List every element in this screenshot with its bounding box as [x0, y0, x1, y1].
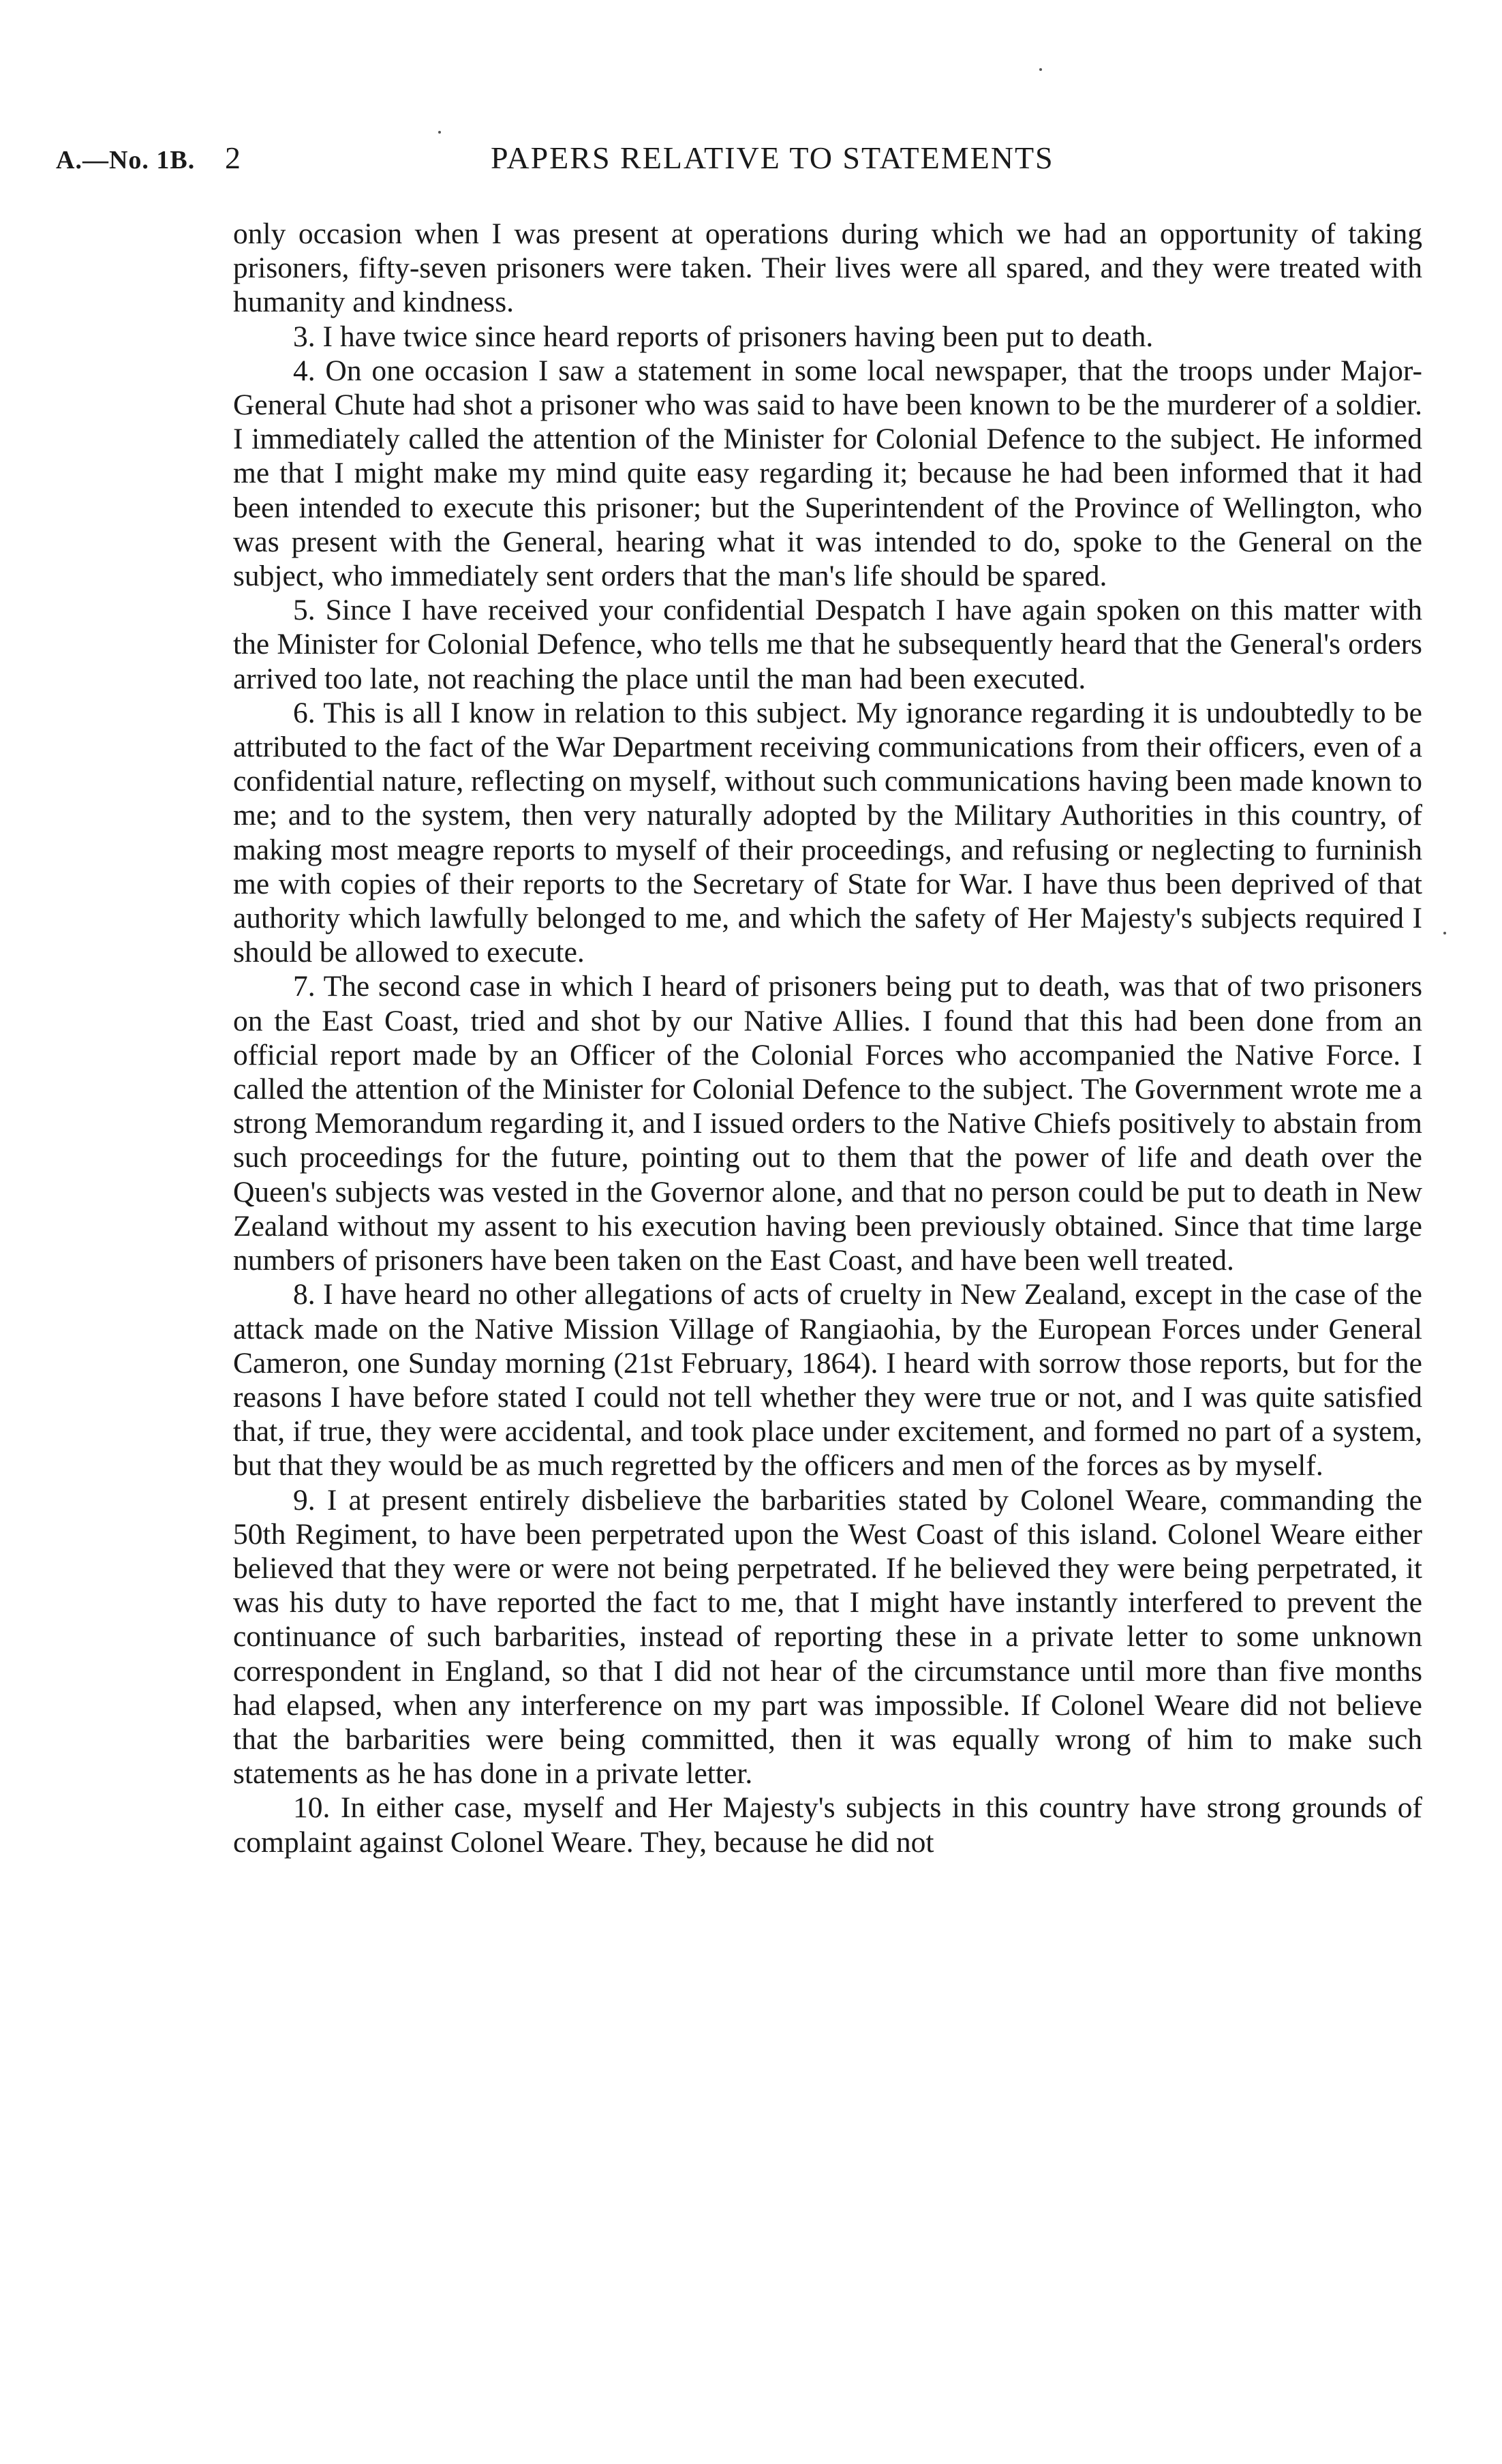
page-number: 2: [225, 140, 241, 175]
page-header: [0, 140, 1502, 181]
paragraph-9: 9. I at present entirely disbelieve the barbarities stated by Colonel Weare, commanding the 50th Regiment, to have been perpetrated upon the West Coast of this island. Colonel Weare either believed that they were or were not being perpetrated. If he believed they were being perpetrated, it was his duty to have reported the fact to me, that I might have instantly interfered to prevent the continuance of such barbarities, instead of reporting these in a private letter to some unknown correspondent in England, so that I did not hear of the circumstance until more than five months had elapsed, when any interference on my part was impossible. If Colonel Weare did not believe that the barbarities were being committed, then it was equally wrong of him to make such statements as he has done in a private letter.: [233, 1483, 1422, 1791]
print-speck: [438, 131, 441, 134]
paragraph-5: 5. Since I have received your confidential Despatch I have again spoken on this matter with the Minister for Colonial Defence, who tells me that he subsequently heard that the General's orders arrived too late, not reaching the place until the man had been executed.: [233, 594, 1422, 695]
paragraph-7: 7. The second case in which I heard of prisoners being put to death, was that of two prisoners on the East Coast, tried and shot by our Native Allies. I found that this had been done from an official report made by an Officer of the Colonial Forces who accompanied the Native Force. I called the attention of the Minister for Colonial Defence to the subject. The Government wrote me a strong Memorandum regarding it, and I issued orders to the Native Chiefs positively to abstain from such proceedings for the future, pointing out to them that the power of life and death over the Queen's subjects was vested in the Governor alone, and that no person could be put to death in New Zealand without my assent to his execution having been previously obtained. Since that time large numbers of prisoners have been taken on the East Coast, and have been well treated.: [233, 970, 1422, 1277]
body-text: [233, 217, 1422, 1859]
paragraph-3: 3. I have twice since heard reports of prisoners having been put to death.: [293, 320, 1154, 353]
paragraph-8: 8. I have heard no other allegations of acts of cruelty in New Zealand, except in the case of the attack made on the Native Mission Village of Rangiaohia, by the European Forces under General Cameron, one Sunday morning (21st February, 1864). I heard with sorrow those reports, but for the reasons I have before stated I could not tell whether they were true or not, and I was quite satisfied that, if true, they were accidental, and took place under excitement, and formed no part of a system, but that they would be as much regretted by the officers and men of the forces as by myself.: [233, 1278, 1422, 1482]
paragraph-6: 6. This is all I know in relation to this subject. My ignorance regarding it is undoubtedly to be attributed to the fact of the War Department receiving communications from their officers, even of a confidential nature, reflecting on myself, without such communications having been made known to me; and to the system, then very naturally adopted by the Military Authorities in this country, of making most meagre reports to myself of their proceedings, and refusing or neglecting to furninish me with copies of their reports to the Secretary of State for War. I have thus been deprived of that authority which lawfully belonged to me, and which the safety of Her Majesty's subjects required I should be allowed to execute.: [233, 696, 1422, 969]
document-reference: A.—No. 1B.: [56, 146, 196, 174]
paragraph-10: 10. In either case, myself and Her Majesty's subjects in this country have strong grounds of complaint against Colonel Weare. They, because he did not: [233, 1791, 1422, 1859]
paragraph-4: 4. On one occasion I saw a statement in some local newspaper, that the troops under Major-General Chute had shot a prisoner who was said to have been known to be the murderer of a soldier. I immediately called the attention of the Minister for Colonial Defence to the subject. He informed me that I might make my mind quite easy regarding it; because he had been informed that it had been intended to execute this prisoner; but the Superintendent of the Province of Wellington, who was present with the General, hearing what it was intended to do, spoke to the General on the subject, who immediately sent orders that the man's life should be spared.: [233, 354, 1422, 593]
running-title: PAPERS RELATIVE TO STATEMENTS: [491, 140, 1054, 175]
print-speck: [1443, 932, 1446, 934]
paragraph-continuation: only occasion when I was present at operations during which we had an opportunity of taking prisoners, fifty-seven prisoners were taken. Their lives were all spared, and they were treated with humanity and kindness.: [233, 217, 1422, 319]
print-speck: [1039, 68, 1042, 71]
